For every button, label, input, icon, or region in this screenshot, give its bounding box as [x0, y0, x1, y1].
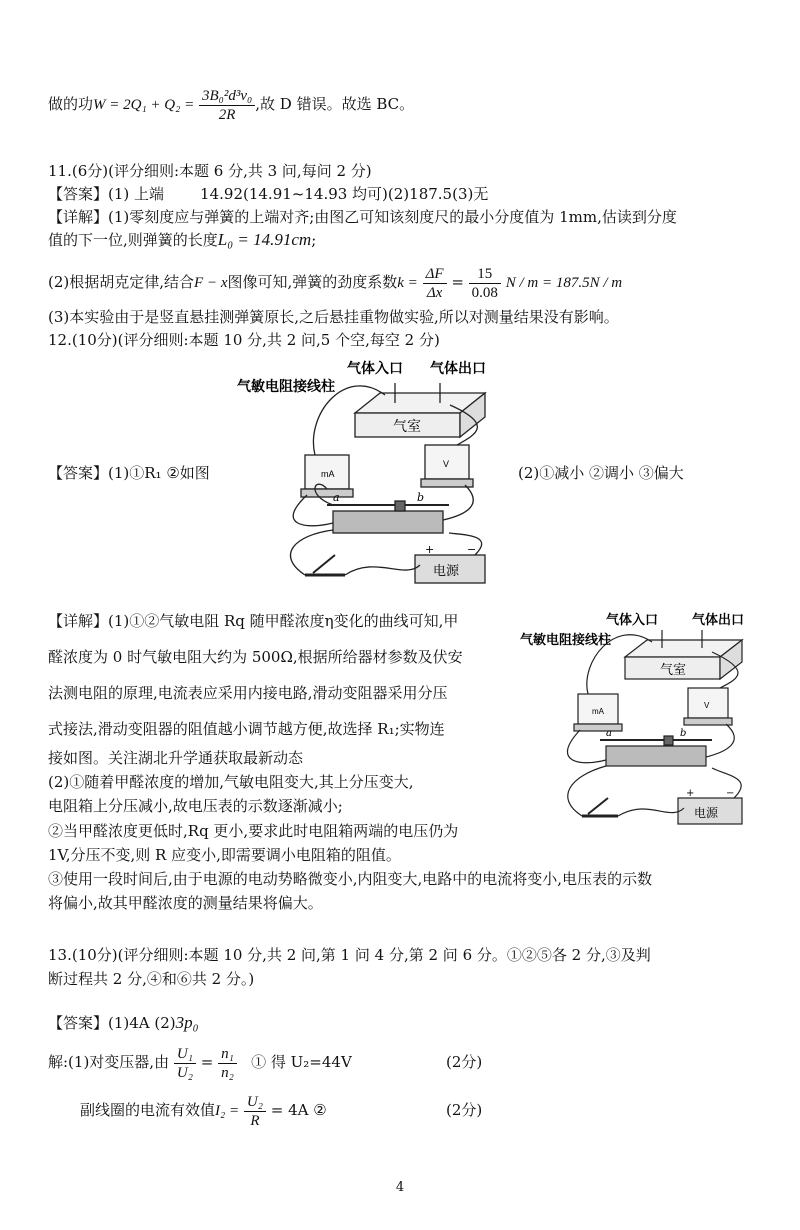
- q11-detail-1: 【详解】(1)零刻度应与弹簧的上端对齐;由图乙可知该刻度尺的最小分度值为 1mm,估读到分度: [48, 208, 677, 226]
- answer-text: 【答案】(1)4A (2): [48, 1014, 176, 1032]
- plus-sign: +: [686, 788, 695, 799]
- q12-detail-8: ②当甲醛浓度更低时,Rq 更小,要求此时电阻箱两端的电压仍为: [48, 822, 459, 840]
- terminal-a: a: [333, 491, 340, 504]
- q12-detail-4: 式接法,滑动变阻器的阻值越小调节越方便,故选择 R₁;实物连: [48, 720, 445, 738]
- text: = 4A ②: [270, 1101, 327, 1119]
- equation: I₂ =: [215, 1103, 240, 1119]
- terminal-a: a: [606, 728, 612, 739]
- text: ;: [311, 231, 317, 249]
- circuit-figure-1: [235, 355, 505, 590]
- equals-sign: =: [200, 1053, 214, 1071]
- fraction: [423, 265, 447, 302]
- text: ① 得 U₂=44V: [251, 1053, 352, 1071]
- chamber-label: 气室: [660, 662, 687, 677]
- q12-detail-9: 1V,分压不变,则 R 应变小,即需要调小电阻箱的阻值。: [48, 846, 401, 864]
- q13-score-2: (2分): [446, 1101, 483, 1119]
- q12-detail-6: (2)①随着甲醛浓度的增加,气敏电阻变大,其上分压变大,: [48, 773, 414, 791]
- q11-answer: [48, 183, 488, 205]
- q11-heading: 11.(6分)(评分细则:本题 6 分,共 3 问,每问 2 分): [48, 162, 372, 180]
- text: 副线圈的电流有效值: [80, 1101, 216, 1119]
- text: 值的下一位,则弹簧的长度: [48, 231, 218, 249]
- gas-outlet-label: 气体出口: [430, 360, 486, 376]
- fraction: [469, 265, 501, 302]
- q12-heading: 12.(10分)(评分细则:本题 10 分,共 2 问,5 个空,每空 2 分): [48, 331, 440, 349]
- denominator: n₂: [221, 1064, 234, 1081]
- q13-solution-2: [80, 1090, 327, 1131]
- text: (2)根据胡克定律,结合: [48, 273, 195, 291]
- q13-answer: [48, 1012, 199, 1034]
- numerator: U₂: [244, 1093, 266, 1112]
- q13-heading-1: 13.(10分)(评分细则:本题 10 分,共 2 问,第 1 问 4 分,第 2 问 6 分。①②⑤各 2 分,③及判: [48, 946, 651, 964]
- page-number: 4: [395, 1180, 405, 1195]
- numerator: U₁: [174, 1045, 196, 1064]
- text: 解:(1)对变压器,由: [48, 1053, 170, 1071]
- q12-answer-right: (2)①减小 ②调小 ③偏大: [518, 464, 684, 482]
- q11-detail-3: (2)根据胡克定律,结合F − x图像可知,弹簧的劲度系数k = $\frac{\Delta F}{\Delta x}$ = $\frac{15}{0.08}$ N / m = 187.5N / m: [48, 265, 623, 301]
- equation: W = 2Q₁ + Q₂ =: [93, 97, 195, 113]
- fraction: [199, 87, 255, 124]
- denominator: 2R: [218, 106, 236, 123]
- plus-sign: +: [425, 543, 435, 556]
- q12-detail-1: 【详解】(1)①②气敏电阻 Rq 随甲醛浓度η变化的曲线可知,甲: [48, 612, 459, 630]
- q11-detail-2: [48, 229, 316, 251]
- fraction: [174, 1045, 196, 1082]
- minus-sign: −: [726, 788, 735, 799]
- q12-answer-left: 【答案】(1)①R₁ ②如图: [48, 464, 210, 482]
- terminal-label: 气敏电阻接线柱: [520, 632, 612, 647]
- numerator: n₁: [218, 1045, 237, 1064]
- equation: L₀ = 14.91cm: [217, 230, 312, 249]
- text: 做的功: [48, 95, 94, 113]
- label: 【答案】: [48, 185, 109, 203]
- voltmeter-label: V: [443, 459, 450, 469]
- answer-1: (1) 上端: [108, 185, 165, 203]
- numerator: ΔF: [423, 265, 447, 284]
- denominator: U₂: [176, 1064, 193, 1081]
- terminal-b: b: [680, 728, 687, 739]
- q12-detail-5: 接如图。关注湖北升学通获取最新动态: [48, 749, 304, 767]
- equation: N / m = 187.5N / m: [505, 275, 623, 291]
- q12-detail-3: 法测电阻的原理,电流表应采用内接电路,滑动变阻器采用分压: [48, 684, 448, 702]
- chamber-label: 气室: [393, 418, 421, 434]
- gas-inlet-label: 气体入口: [347, 360, 403, 376]
- gas-outlet-label: 气体出口: [692, 612, 745, 627]
- q13-solution-1: [48, 1042, 352, 1082]
- power-label: 电源: [694, 806, 719, 820]
- denominator: R: [250, 1112, 260, 1129]
- q12-detail-11: 将偏小,故其甲醛浓度的测量结果将偏大。: [48, 894, 323, 912]
- circuit-figure-2: [520, 612, 760, 832]
- answer-equation: 3p₀: [175, 1013, 199, 1032]
- power-label: 电源: [433, 563, 460, 578]
- equation: k =: [397, 275, 418, 291]
- denominator: 0.08: [471, 284, 498, 301]
- minus-sign: −: [467, 543, 477, 556]
- q12-detail-7: 电阻箱上分压减小,故电压表的示数逐渐减小;: [48, 797, 343, 815]
- q13-score-1: (2分): [446, 1053, 483, 1071]
- gas-inlet-label: 气体入口: [606, 612, 659, 627]
- denominator: Δx: [426, 284, 443, 301]
- voltmeter-label: V: [704, 701, 710, 710]
- terminal-label: 气敏电阻接线柱: [237, 378, 335, 394]
- text: 图像可知,弹簧的劲度系数: [227, 273, 398, 291]
- ammeter-label: mA: [592, 707, 604, 716]
- work-equation-line: [48, 84, 414, 125]
- q13-heading-2: 断过程共 2 分,④和⑥共 2 分。): [48, 970, 255, 988]
- fraction: [218, 1045, 237, 1082]
- terminal-b: b: [417, 491, 425, 504]
- q12-detail-2: 醛浓度为 0 时气敏电阻大约为 500Ω,根据所给器材参数及伏安: [48, 648, 463, 666]
- q11-detail-4: (3)本实验由于是竖直悬挂测弹簧原长,之后悬挂重物做实验,所以对测量结果没有影响。: [48, 308, 619, 326]
- answer-2: 14.92(14.91~14.93 均可)(2)187.5(3)无: [200, 185, 489, 203]
- text: ,故 D 错误。故选 BC。: [255, 95, 415, 113]
- numerator: 15: [469, 265, 501, 284]
- q12-detail-10: ③使用一段时间后,由于电源的电动势略微变小,内阻变大,电路中的电流将变小,电压表的示数: [48, 870, 653, 888]
- ammeter-label: mA: [321, 469, 335, 479]
- fraction: [244, 1093, 266, 1130]
- numerator: 3B₀²d³v₀: [199, 87, 255, 106]
- equation: F − x: [194, 275, 228, 291]
